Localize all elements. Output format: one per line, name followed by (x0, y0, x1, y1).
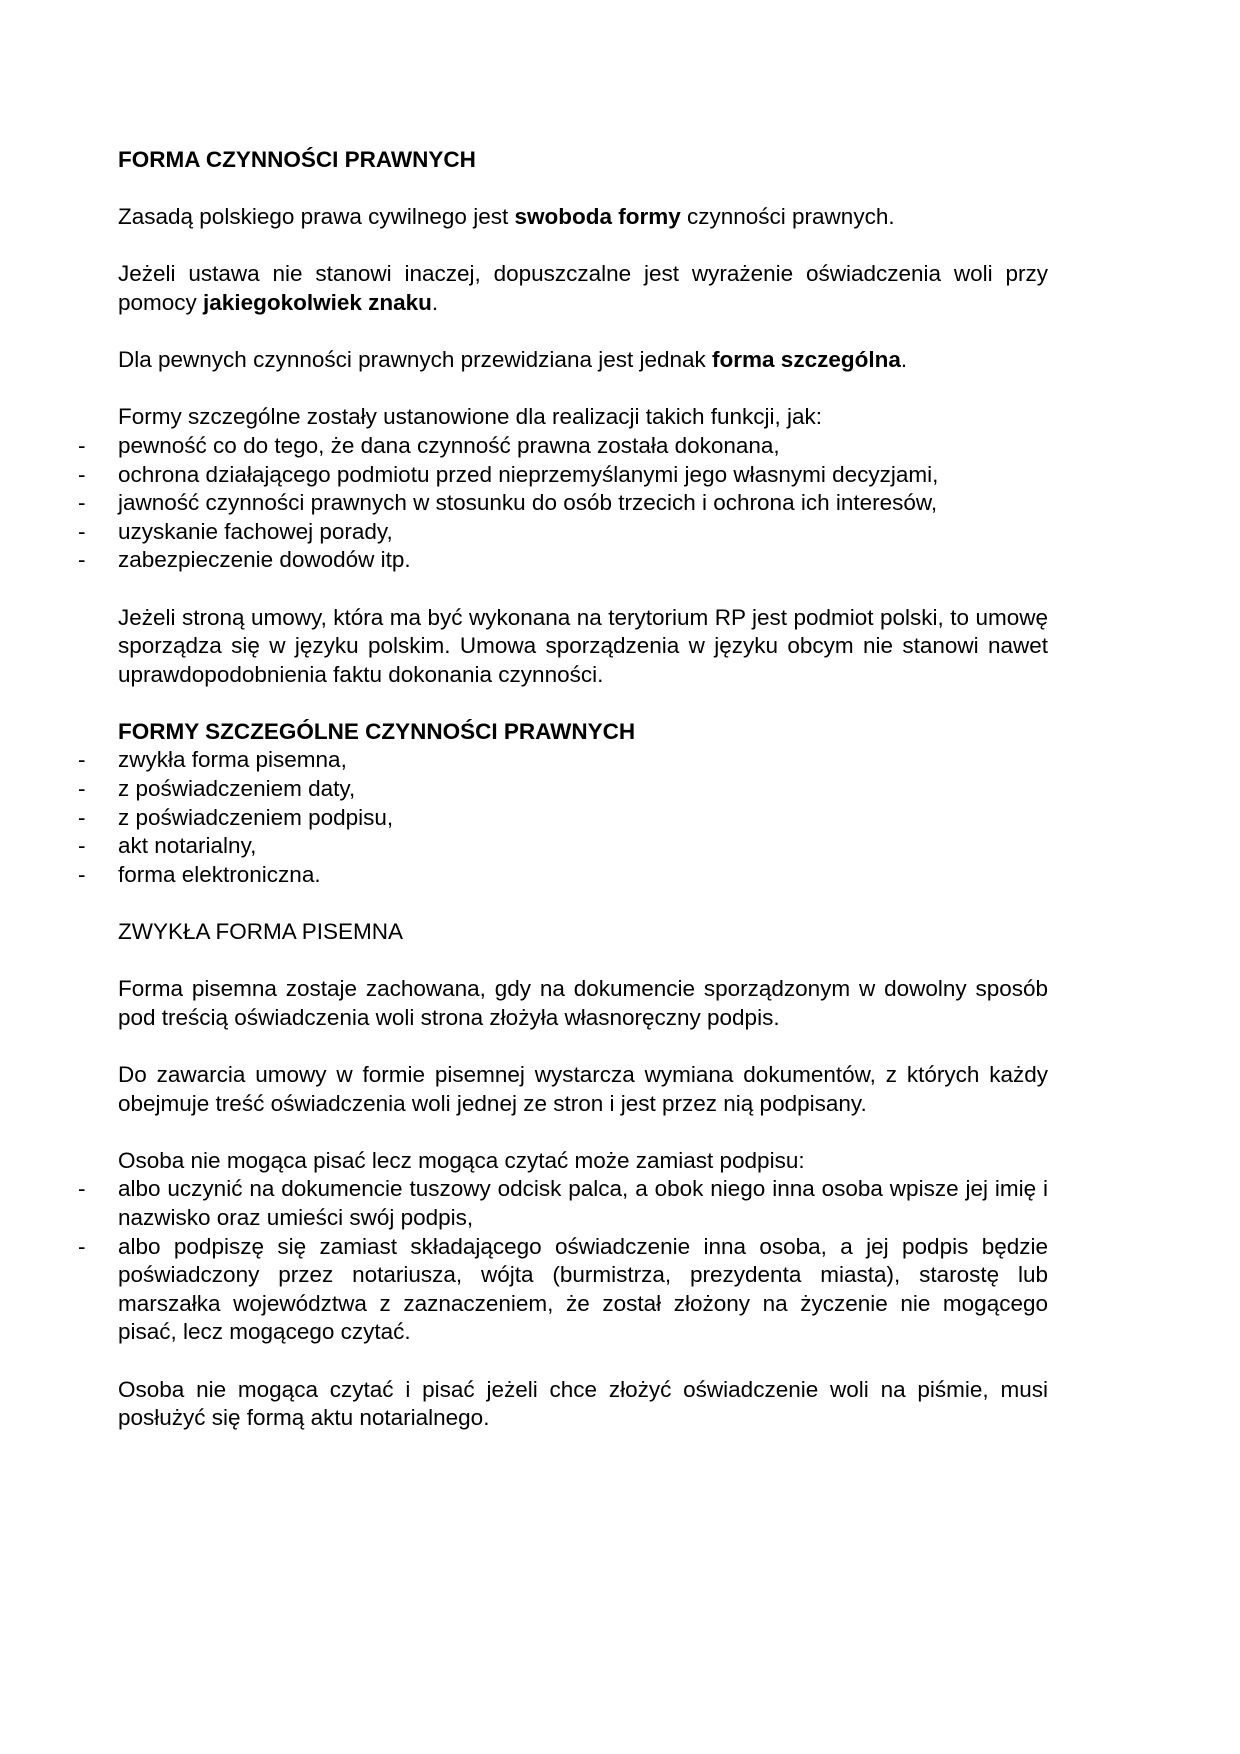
list-item: - z poświadczeniem podpisu, (118, 804, 1048, 833)
bold-span: jakiegokolwiek znaku (203, 289, 432, 315)
heading-formy-szczegolne: FORMY SZCZEGÓLNE CZYNNOŚCI PRAWNYCH (118, 718, 636, 744)
paragraph-forma-pisemna: Forma pisemna zostaje zachowana, gdy na dokumencie sporządzonym w dowolny sposób pod treścią oświadczenia woli strona złożyła własnoręczny podpis. (118, 976, 1048, 1030)
forms-list (118, 746, 1048, 889)
text-span: Zasadą polskiego prawa cywilnego jest (118, 204, 515, 230)
list-item: - zwykła forma pisemna, (118, 746, 1048, 775)
list-item: - z poświadczeniem daty, (118, 775, 1048, 804)
signature-options-list (118, 1175, 1048, 1347)
list-item: - ochrona działającego podmiotu przed nieprzemyślanymi jego własnymi decyzjami, (118, 461, 1048, 490)
text-span: . (431, 289, 439, 315)
list-item: - albo podpiszę się zamiast składającego oświadczenie inna osoba, a jej podpis będzie poświadczony przez notariusza, wójta (burmistrza, prezydenta miasta), starostę lub marszałka województwa z zaznaczeniem, że został złożony na życzenie nie mogącego pisać, lecz mogącego czytać. (118, 1233, 1048, 1347)
paragraph-dowolny-znak (118, 260, 1048, 317)
paragraph-akt-notarialny: Osoba nie mogąca czytać i pisać jeżeli chce złożyć oświadczenie woli na piśmie, musi posłużyć się formą aktu notarialnego. (118, 1376, 1048, 1431)
list-item: - akt notarialny, (118, 832, 1048, 861)
text-span: . (900, 347, 908, 373)
list-item: - pewność co do tego, że dana czynność prawna została dokonana, (118, 432, 1048, 461)
document-page (118, 146, 1048, 1433)
text-span: Jeżeli ustawa nie stanowi inaczej, dopuszczalne jest wyrażenie oświadczenia woli przy pomocy (118, 261, 1048, 315)
list-item: - albo uczynić na dokumencie tuszowy odcisk palca, a obok niego inna osoba wpisze jej imię i nazwisko oraz umieści swój podpis, (118, 1175, 1048, 1232)
paragraph-podpis-intro: Osoba nie mogąca pisać lecz mogąca czytać może zamiast podpisu: (118, 1147, 805, 1173)
list-item: - forma elektroniczna. (118, 861, 1048, 890)
text-span: czynności prawnych. (680, 204, 895, 230)
paragraph-swoboda-formy (118, 203, 1048, 232)
heading-forma-czynnosci: FORMA CZYNNOŚCI PRAWNYCH (118, 147, 476, 172)
paragraph-wymiana-dokumentow: Do zawarcia umowy w formie pisemnej wystarcza wymiana dokumentów, z których każdy obejmuje treść oświadczenia woli jednej ze stron i jest przez nią podpisany. (118, 1062, 1048, 1116)
functions-list (118, 432, 1048, 575)
paragraph-funkcje-intro: Formy szczególne zostały ustanowione dla realizacji takich funkcji, jak: (118, 404, 823, 430)
bold-span: forma szczególna (712, 347, 901, 373)
paragraph-forma-szczegolna (118, 346, 1048, 375)
bold-span: swoboda formy (514, 204, 681, 230)
heading-zwykla-forma: ZWYKŁA FORMA PISEMNA (118, 919, 404, 945)
text-span: Dla pewnych czynności prawnych przewidziana jest jednak (118, 347, 713, 373)
paragraph-jezyk-polski: Jeżeli stroną umowy, która ma być wykonana na terytorium RP jest podmiot polski, to umowę sporządza się w języku polskim. Umowa sporządzenia w języku obcym nie stanowi nawet uprawdopodobnienia faktu dokonania czynności. (118, 604, 1048, 687)
list-item: - zabezpieczenie dowodów itp. (118, 546, 1048, 575)
list-item: - uzyskanie fachowej porady, (118, 518, 1048, 547)
list-item: - jawność czynności prawnych w stosunku do osób trzecich i ochrona ich interesów, (118, 489, 1048, 518)
